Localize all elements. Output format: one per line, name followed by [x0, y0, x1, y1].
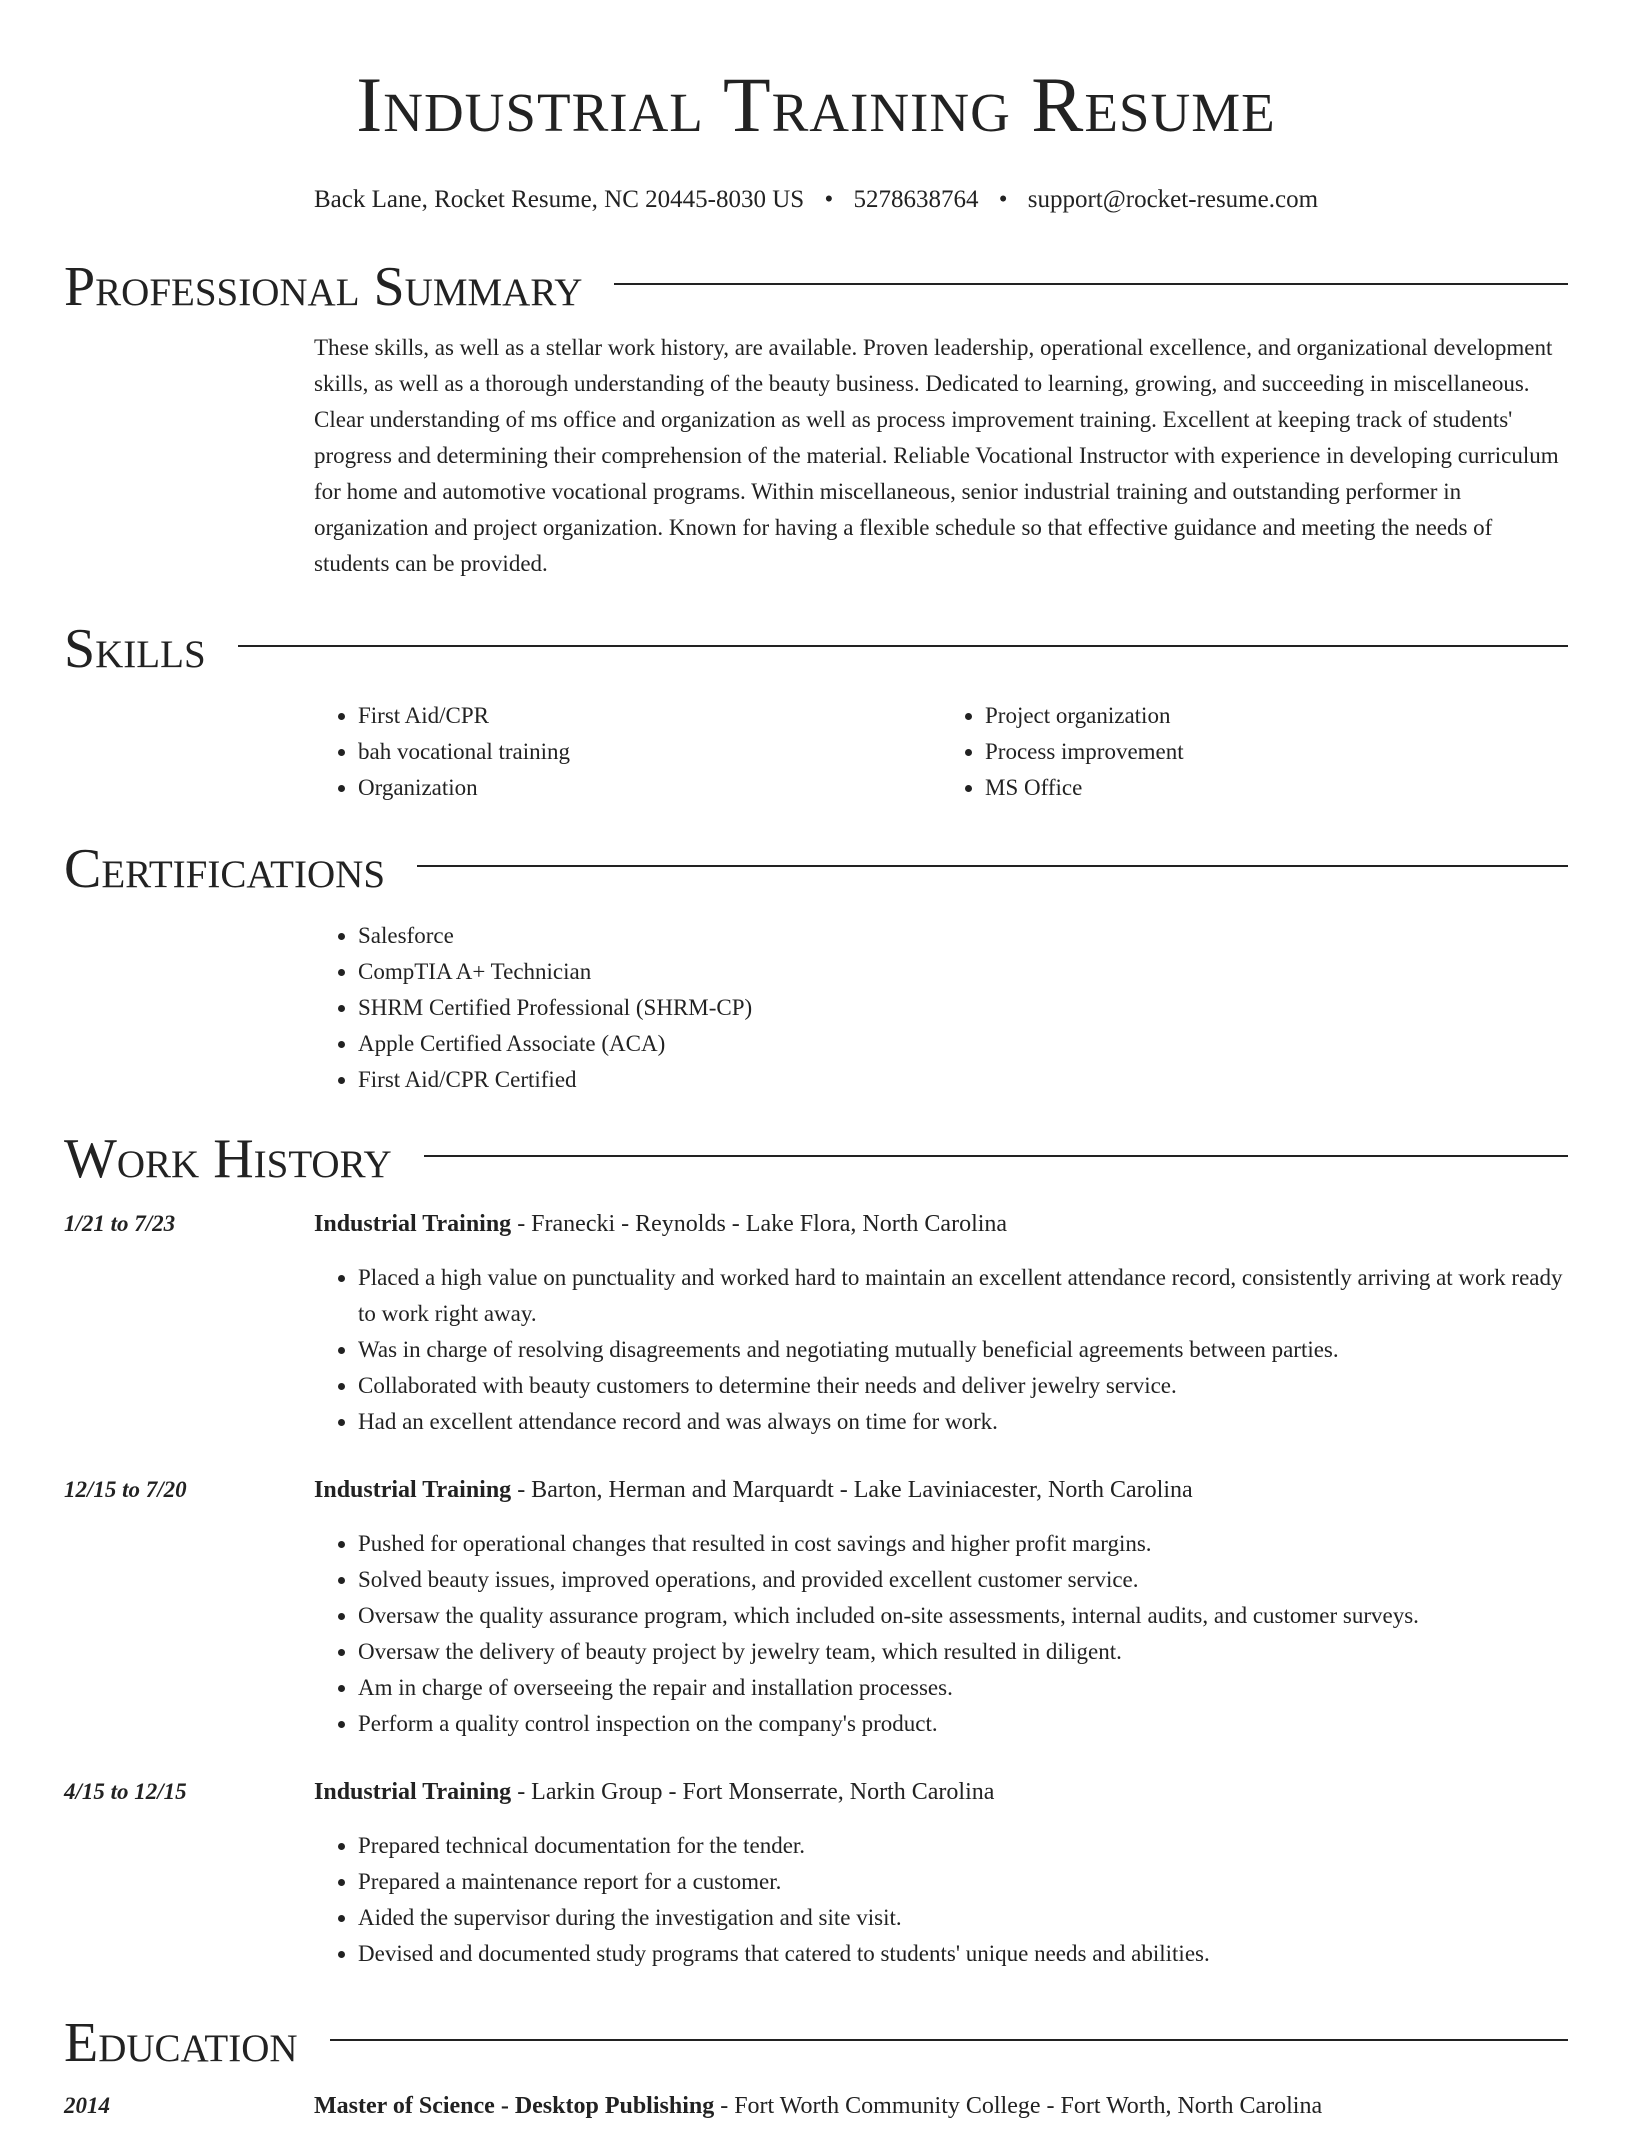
job-title: Industrial Training: [314, 1779, 512, 1805]
education-date: 2014: [64, 2093, 110, 2118]
certifications-body: [314, 918, 1568, 1098]
job-body: [314, 1774, 1568, 1972]
job-date: 1/21 to 7/23: [64, 1211, 176, 1236]
job-employer: - Franecki - Reynolds - Lake Flora, North Carolina: [511, 1211, 1008, 1237]
job-duty: • Aided the supervisor during the investigation and site visit.: [358, 1900, 1568, 1936]
section-title-certifications: Certifications: [64, 838, 386, 900]
contact-separator: •: [998, 186, 1008, 213]
education-entry: [64, 2088, 1568, 2142]
certification-item: • CompTIA A+ Technician: [358, 954, 1568, 990]
skills-grid: [314, 698, 1568, 806]
contact-separator: •: [824, 186, 834, 213]
job-duty: • Prepared a maintenance report for a customer.: [358, 1864, 1568, 1900]
work-history-section: [64, 1124, 1568, 1972]
job-duty: • Collaborated with beauty customers to determine their needs and deliver jewelry service.: [358, 1368, 1568, 1404]
summary-text: These skills, as well as a stellar work history, are available. Proven leadership, operational excellence, and organizational development skills, as well as a thorough understanding of the beauty business. Dedicated to learning, growing, and succeeding in miscellaneous. Clear understanding of ms office and organization as well as process improvement training. Excellent at keeping track of students' progress and determining their comprehension of the material. Reliable Vocational Instructor with experience in developing curriculum for home and automotive vocational programs. Within miscellaneous, senior industrial training and outstanding performer in organization and project organization. Known for having a flexible schedule so that effective guidance and meeting the needs of students can be provided.: [314, 335, 1559, 576]
section-title-education: Education: [64, 2012, 298, 2074]
skill-item: • Project organization: [985, 698, 1568, 734]
job-duty: • Placed a high value on punctuality and worked hard to maintain an excellent attendance record, consistently arriving at work ready to work right away.: [358, 1260, 1568, 1332]
job-body: [314, 1472, 1568, 1742]
education-degree: Master of Science - Desktop Publishing: [314, 2093, 715, 2119]
certification-item: • First Aid/CPR Certified: [358, 1062, 1568, 1098]
resume-title: Industrial Training Resume: [356, 61, 1276, 148]
certification-item: • SHRM Certified Professional (SHRM-CP): [358, 990, 1568, 1026]
job-duties: [314, 1828, 1568, 1972]
summary-body: [314, 330, 1568, 582]
job-duty: • Perform a quality control inspection on the company's product.: [358, 1706, 1568, 1742]
job-duty: • Pushed for operational changes that resulted in cost savings and higher profit margins.: [358, 1526, 1568, 1562]
job-employer: - Larkin Group - Fort Monserrate, North Carolina: [511, 1779, 995, 1805]
skills-list-right: [941, 698, 1568, 806]
section-title-work-history: Work History: [64, 1128, 392, 1190]
job-body: [314, 1206, 1568, 1440]
section-divider: [330, 2039, 1568, 2041]
section-header: [64, 2008, 1568, 2078]
job-entry: [64, 1774, 1568, 1972]
section-divider: [238, 645, 1568, 647]
job-duty: • Oversaw the delivery of beauty project by jewelry team, which resulted in diligent.: [358, 1634, 1568, 1670]
job-duties: [314, 1526, 1568, 1742]
education-header: [314, 2088, 1568, 2124]
education-school: - Fort Worth Community College - Fort Worth, North Carolina: [714, 2093, 1323, 2119]
job-title: Industrial Training: [314, 1477, 512, 1503]
contact-line: [0, 184, 1632, 216]
job-header: [314, 1206, 1568, 1242]
certifications-list: [314, 918, 1568, 1098]
job-header: [314, 1774, 1568, 1810]
skill-item: • bah vocational training: [358, 734, 941, 770]
section-header: [64, 252, 1568, 322]
certification-item: • Apple Certified Associate (ACA): [358, 1026, 1568, 1062]
section-divider: [417, 865, 1568, 867]
section-header: [64, 834, 1568, 904]
job-entry: [64, 1206, 1568, 1440]
skill-item: • Organization: [358, 770, 941, 806]
section-divider: [614, 283, 1568, 285]
section-header: [64, 614, 1568, 684]
certifications-section: [64, 834, 1568, 1098]
job-header: [314, 1472, 1568, 1508]
contact-phone: 5278638764: [853, 186, 979, 213]
job-employer: - Barton, Herman and Marquardt - Lake Laviniacester, North Carolina: [511, 1477, 1193, 1503]
contact-email: support@rocket-resume.com: [1027, 186, 1319, 213]
certification-item: • Salesforce: [358, 918, 1568, 954]
education-section: [64, 2008, 1568, 2142]
section-header: [64, 1124, 1568, 1194]
job-duty: • Prepared technical documentation for the tender.: [358, 1828, 1568, 1864]
job-date: 12/15 to 7/20: [64, 1477, 187, 1502]
skill-item: • First Aid/CPR: [358, 698, 941, 734]
job-duty: • Devised and documented study programs that catered to students' unique needs and abilities.: [358, 1936, 1568, 1972]
education-body: [314, 2088, 1568, 2142]
section-title-summary: Professional Summary: [64, 256, 583, 318]
job-duty: • Oversaw the quality assurance program, which included on-site assessments, internal audits, and customer surveys.: [358, 1598, 1568, 1634]
job-duty: • Am in charge of overseeing the repair and installation processes.: [358, 1670, 1568, 1706]
section-divider: [424, 1155, 1568, 1157]
section-title-skills: Skills: [64, 618, 206, 680]
job-entry: [64, 1472, 1568, 1742]
skill-item: • MS Office: [985, 770, 1568, 806]
skill-item: • Process improvement: [985, 734, 1568, 770]
contact-address: Back Lane, Rocket Resume, NC 20445-8030 US: [313, 186, 805, 213]
summary-section: [64, 252, 1568, 582]
skills-section: [64, 614, 1568, 806]
skills-list-left: [314, 698, 941, 806]
job-date: 4/15 to 12/15: [64, 1779, 187, 1804]
job-duty: • Had an excellent attendance record and was always on time for work.: [358, 1404, 1568, 1440]
job-title: Industrial Training: [314, 1211, 512, 1237]
job-duties: [314, 1260, 1568, 1440]
job-duty: • Solved beauty issues, improved operations, and provided excellent customer service.: [358, 1562, 1568, 1598]
job-duty: • Was in charge of resolving disagreements and negotiating mutually beneficial agreements between parties.: [358, 1332, 1568, 1368]
